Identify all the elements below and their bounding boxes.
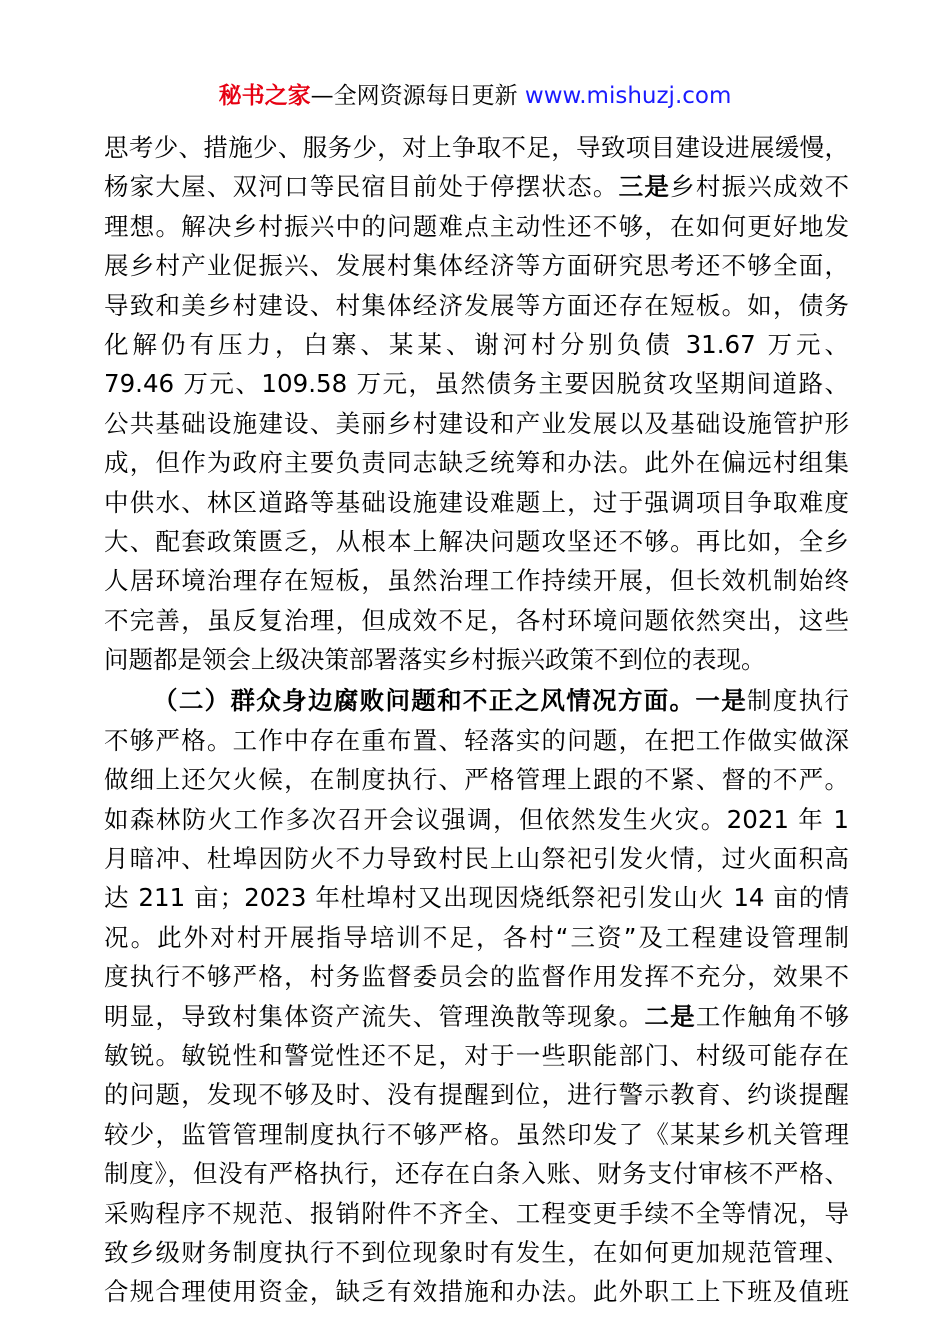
text-line: 杨家大屋、双河口等民宿目前处于停摆状态。三是乡村振兴成效不 [104,172,850,202]
section-heading-line: （二）群众身边腐败问题和不正之风情况方面。一是制度执行 [153,686,850,716]
emphasis-text: 三是 [618,172,671,202]
text-line: 况。此外对村开展指导培训不足，各村“三资”及工程建设管理制 [104,922,849,952]
text-line: 度执行不够严格，村务监督委员会的监督作用发挥不充分，效果不 [104,962,849,992]
text-line: 较少，监管管理制度执行不够严格。虽然印发了《某某乡机关管理 [104,1119,849,1149]
text-line: 化解仍有压力，白寨、某某、谢河村分别负债 31.67 万元、 [104,329,849,359]
site-tagline: —全网资源每日更新 [310,83,525,109]
text-line: 致乡级财务制度执行不到位现象时有发生，在如何更加规范管理、 [104,1237,849,1267]
site-name: 秘书之家 [218,83,311,109]
text-line: 采购程序不规范、报销附件不齐全、工程变更手续不全等情况，导 [104,1198,849,1228]
text-line: 思考少、措施少、服务少，对上争取不足，导致项目建设进展缓慢， [104,133,849,162]
text-line: 如森林防火工作多次召开会议强调，但依然发生火灾。2021 年 1 [104,804,849,834]
text-line: 明显，导致村集体资产流失、管理涣散等现象。二是工作触角不够 [104,1001,850,1031]
text-line: 导致和美乡村建设、村集体经济发展等方面还存在短板。如，债务 [104,290,849,320]
text-line: 中供水、林区道路等基础设施建设难题上，过于强调项目争取难度 [104,487,849,517]
text-line: 人居环境治理存在短板，虽然治理工作持续开展，但长效机制始终 [104,566,849,596]
emphasis-text: 二是 [644,1001,696,1031]
text-line: 不够严格。工作中存在重布置、轻落实的问题，在把工作做实做深 [104,725,849,755]
text-line: 79.46 万元、109.58 万元，虽然债务主要因脱贫攻坚期间道路、 [104,369,849,399]
text-line: 制度》，但没有严格执行，还存在白条入账、财务支付审核不严格、 [104,1159,849,1189]
text-line: 公共基础设施建设、美丽乡村建设和产业发展以及基础设施管护形 [104,408,849,438]
text-line: 的问题，发现不够及时、没有提醒到位，进行警示教育、约谈提醒 [104,1080,849,1110]
text-line: 成，但作为政府主要负责同志缺乏统筹和办法。此外在偏远村组集 [104,448,849,478]
paragraph-corruption-issues [104,681,849,1311]
text-line: 理想。解决乡村振兴中的问题难点主动性还不够，在如何更好地发 [104,211,849,241]
section-heading: （二）群众身边腐败问题和不正之风情况方面。 [153,686,696,716]
text-line: 展乡村产业促振兴、发展村集体经济等方面研究思考还不够全面， [104,251,849,281]
text-line: 做细上还欠火候，在制度执行、严格管理上跟的不紧、督的不严。 [104,765,849,795]
site-url-link[interactable]: www.mishuzj.com [524,83,732,109]
text-line: 大、配套政策匮乏，从根本上解决问题攻坚还不够。再比如，全乡 [104,526,849,556]
text-line: 问题都是领会上级决策部署落实乡村振兴政策不到位的表现。 [104,645,766,675]
text-line: 敏锐。敏锐性和警觉性还不足，对于一些职能部门、村级可能存在 [104,1040,849,1070]
site-header [0,80,950,112]
paragraph-rural-revitalization [104,128,849,679]
emphasis-text: 一是 [695,686,748,716]
text-line: 合规合理使用资金，缺乏有效措施和办法。此外职工上下班及值班 [104,1277,849,1307]
text-line: 不完善，虽反复治理，但成效不足，各村环境问题依然突出，这些 [104,605,849,635]
text-line: 达 211 亩；2023 年杜埠村又出现因烧纸祭祀引发山火 14 亩的情 [104,883,849,913]
text-line: 月暗冲、杜埠因防火不力导致村民上山祭祀引发火情，过火面积高 [104,844,849,874]
document-body [104,128,849,1312]
